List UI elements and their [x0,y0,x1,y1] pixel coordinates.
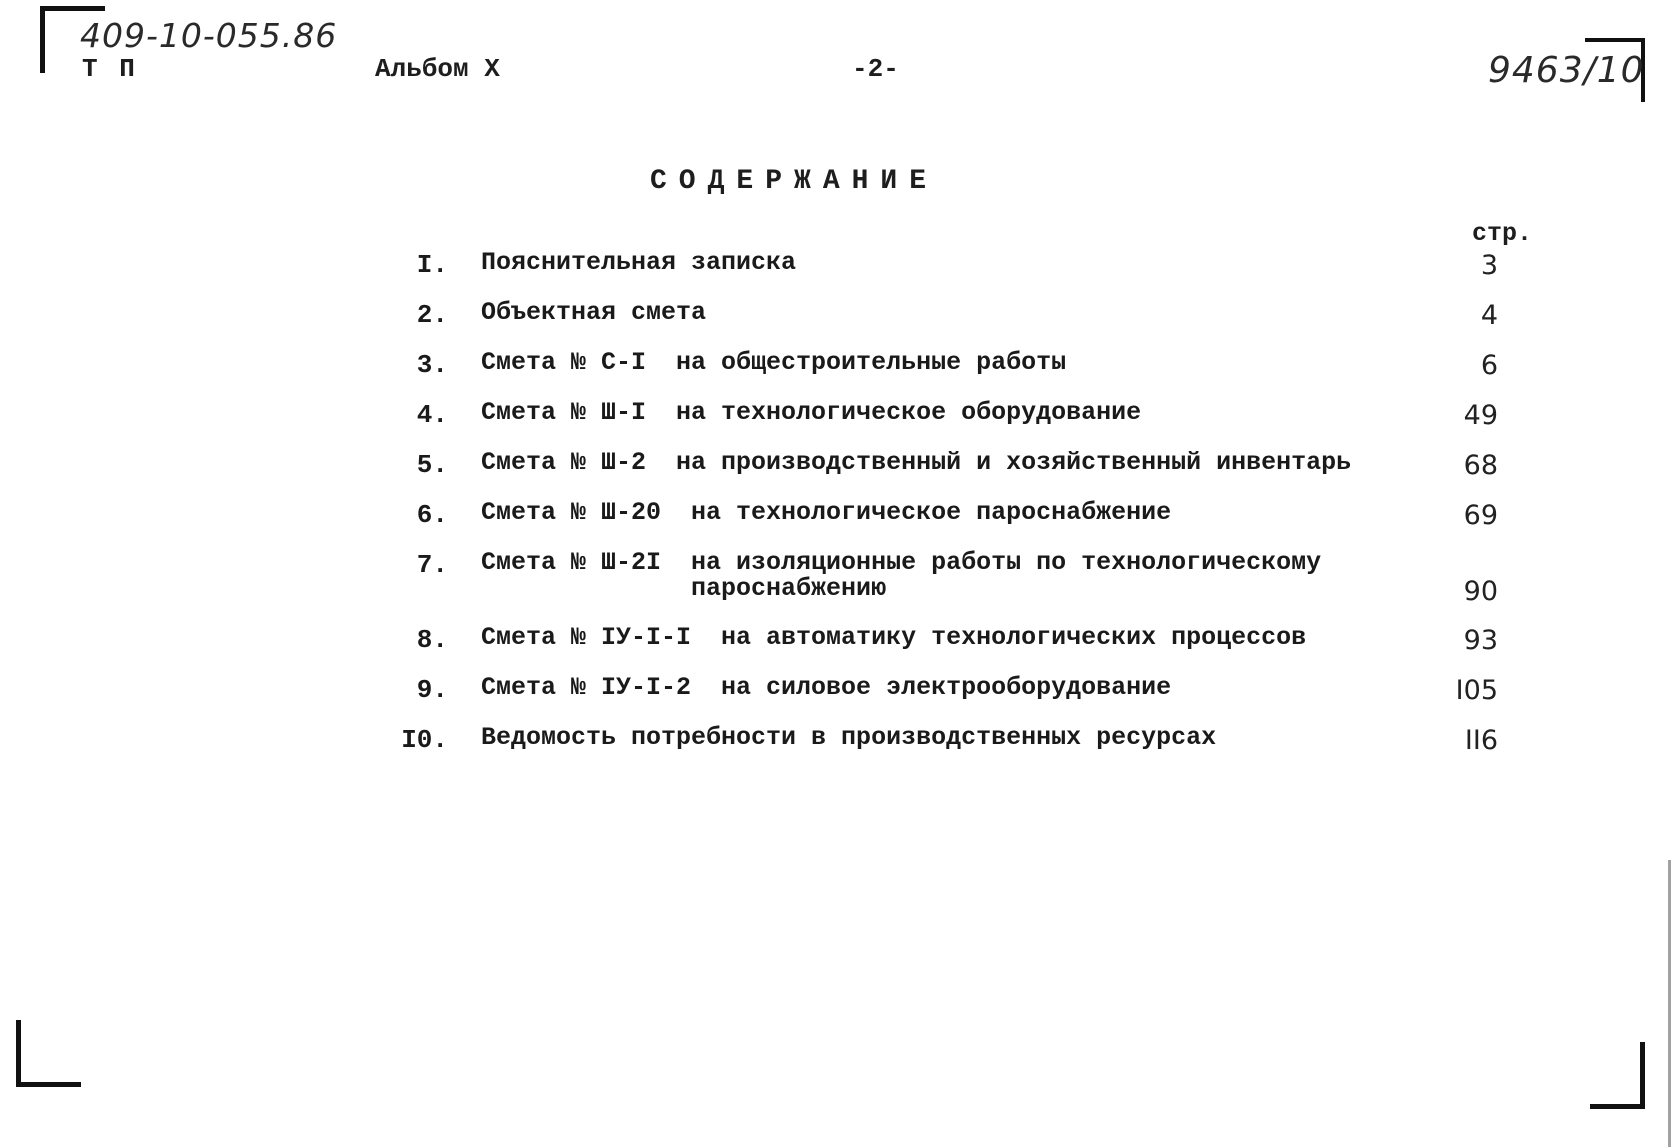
toc-item-title: Смета № Ш-2 на производственный и хозяйственный инвентарь [481,448,1352,477]
scan-edge-line [1668,860,1671,1147]
corner-mark-bottom-right [1590,1042,1645,1109]
inventory-number: 9463/10 [1488,50,1645,91]
toc-row [0,300,1678,340]
toc-item-number: 7. [416,550,448,580]
document-code: 409-10-055.86 [80,16,338,55]
toc-item-title: Ведомость потребности в производственных ресурсах [481,723,1217,752]
toc-item-page: 49 [1463,400,1498,431]
series-label: Т П [82,54,138,84]
corner-mark-bottom-left [16,1020,81,1087]
toc-item-title: Смета № IУ-I-I на автоматику технологических процессов [481,623,1307,652]
toc-item-title: Пояснительная записка [481,248,797,277]
toc-item-number: 4. [416,400,448,430]
toc-item-number: 6. [416,500,448,530]
toc-row [0,450,1678,490]
toc-item-number: 9. [416,675,448,705]
toc-row [0,675,1678,715]
toc-item-number: 5. [416,450,448,480]
toc-item-title: Смета № С-I на общестроительные работы [481,348,1067,377]
toc-item-number: I. [416,250,448,280]
toc-item-page: 68 [1463,450,1498,481]
page-column-header: стр. [1472,219,1533,248]
toc-title: СОДЕРЖАНИЕ [650,166,939,197]
toc-item-title: Смета № Ш-I на технологическое оборудование [481,398,1142,427]
toc-row [0,500,1678,540]
toc-item-number: I0. [401,725,448,755]
toc-row [0,625,1678,665]
toc-row [0,725,1678,765]
toc-item-title: Смета № IУ-I-2 на силовое электрооборудование [481,673,1172,702]
toc-item-page: 93 [1463,625,1498,656]
toc-item-title: Объектная смета [481,298,707,327]
album-label: Альбом Х [375,54,500,84]
toc-row [0,350,1678,390]
toc-item-number: 3. [416,350,448,380]
toc-row [0,548,1678,607]
toc-item-page: 90 [1463,576,1498,607]
toc-item-page: 69 [1463,500,1498,531]
toc-row [0,250,1678,290]
toc-row [0,400,1678,440]
toc-item-page: 3 [1480,250,1498,281]
toc-item-title: Смета № Ш-2I на изоляционные работы по технологическому пароснабжению [481,548,1322,603]
toc-item-page: 6 [1480,350,1498,381]
toc-item-page: II6 [1464,725,1498,756]
toc-item-page: 4 [1480,300,1498,331]
toc-item-number: 8. [416,625,448,655]
toc-item-number: 2. [416,300,448,330]
toc-item-page: I05 [1455,675,1498,706]
page-number: -2- [852,54,899,84]
toc-item-title: Смета № Ш-20 на технологическое пароснабжение [481,498,1172,527]
